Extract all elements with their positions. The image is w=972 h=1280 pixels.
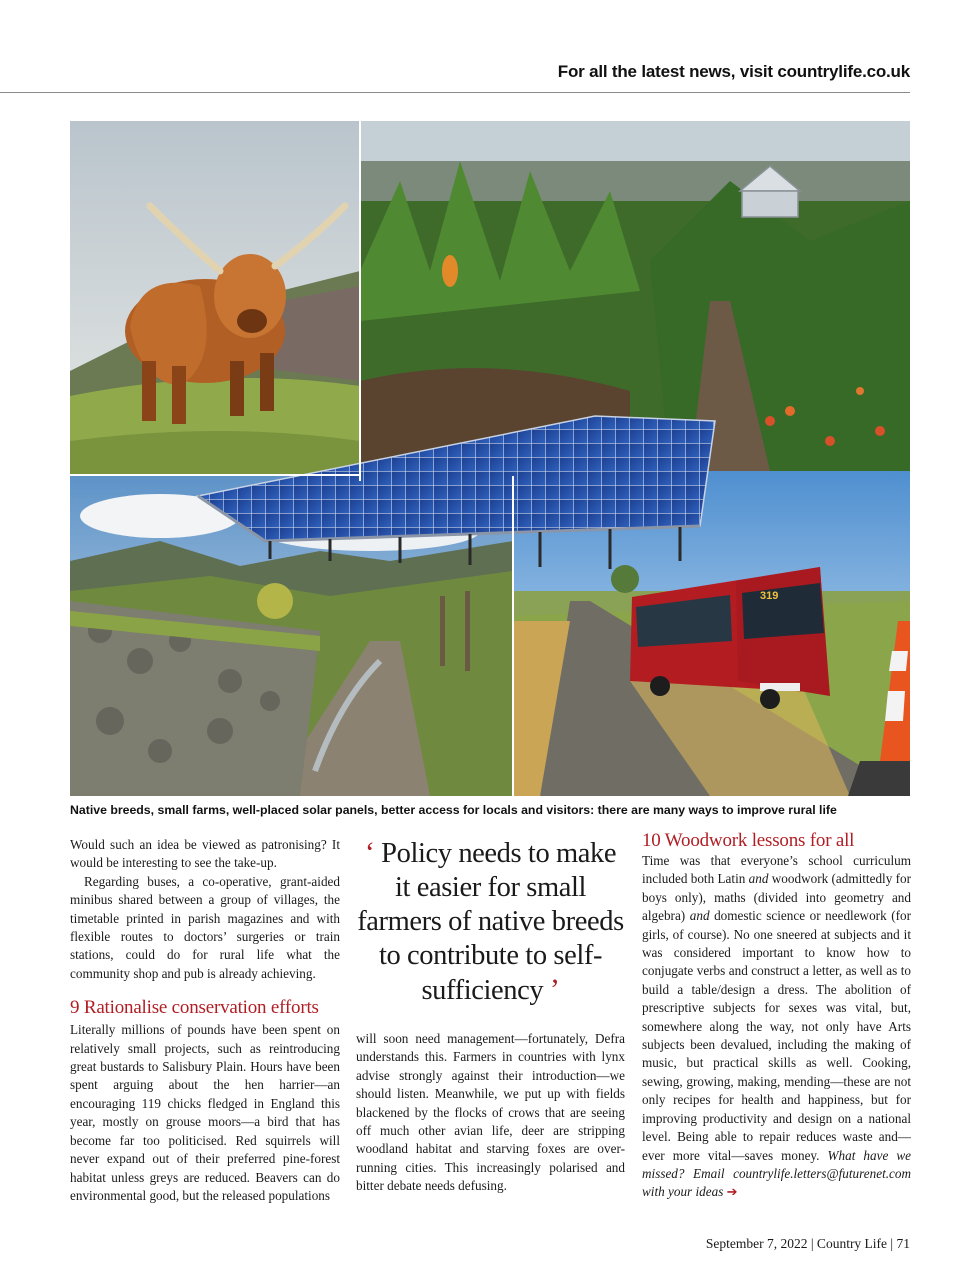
masthead-link: For all the latest news, visit countrylife.co.uk [557,62,910,81]
highland-cow-photo [70,121,360,481]
pull-quote-text: Policy needs to make it easier for small farmers of native breeds to contribute to self-sufficiency [357,838,624,1006]
photo-caption: Native breeds, small farms, well-placed solar panels, better access for locals and visitors: there are many ways to improve rural life [70,803,837,817]
pull-quote [356,836,625,1008]
close-quote-mark: ’ [549,973,560,1006]
body-paragraph [642,852,911,1202]
emphasis: and [748,871,769,887]
body-text: Time was that everyone’s school curriculum included both Latin [642,853,911,887]
column-1 [70,836,340,1205]
reader-email-prompt: What have we missed? Email countrylife.letters@futurenet.com with your ideas [642,1147,911,1200]
column-3 [642,830,912,1202]
body-paragraph: Regarding buses, a co-operative, grant-aided minibus shared between a group of villages, the timetable printed in parish magazines and with flexible routes to doctors’ surgeries or train stations, could do for rural life what the community shop and pub is already achieving. [70,873,340,981]
body-paragraph: will soon need management—fortunately, Defra understands this. Farmers in countries with lynx advise strongly against their introduction—we should listen. Meanwhile, we put up with fields blackened by the flocks of crows that are seeing off much other avian life, deer are stripping woodland habitat and starving foxes are over-running cities. This increasingly polarised and bitter debate needs defusing. [356,1031,625,1194]
column-2 [356,1030,625,1196]
bus-route-number: 319 [760,590,779,602]
emphasis: and [689,908,710,924]
body-paragraph: Would such an idea be viewed as patronising? It would be interesting to see the take-up. [70,837,340,871]
page-folio: September 7, 2022 | Country Life | 71 [705,1236,910,1251]
body-paragraph: Literally millions of pounds have been spent on relatively small projects, such as reintroducing great bustards to Salisbury Plain. Hours have been spent arguing about the hen harrier—an encouraging 119 chicks fledged in England this year, mostly on grouse moors—a bird that has become far too politicised. Red squirrels will never expand out of their preferred pine-forest habitat unless greys are reduced. Beavers can do environmental good, but the released populations [70,1022,340,1203]
section-heading: 9 Rationalise conservation efforts [70,997,319,1019]
arrow-right-icon: ➔ [726,1184,738,1200]
section-heading: 10 Woodwork lessons for all [642,830,855,851]
body-text: woodwork (admittedly for boys only), maths (divided into geometry and algebra) [642,871,912,924]
photo-collage [70,121,910,796]
body-text: domestic science or needlework (for girls, of course). No one sneered at subjects and it was considered important to know how to conjugate verbs and construct a letter, as well as to build a table/design a dress. The abolition of prescriptive subjects for sexes was vital, but, somewhere along the way, not only have Arts subjects been devalued, including the making of music, but practical skills as well. Cooking, sewing, growing, making, mending—these are not only recipes for health and happiness, but for improving productivity and design on a national level. Being able to repair reduces waste and—ever more vital—saves money. [642,908,911,1163]
open-quote-mark: ‘ [364,836,375,869]
masthead-rule [0,92,910,93]
